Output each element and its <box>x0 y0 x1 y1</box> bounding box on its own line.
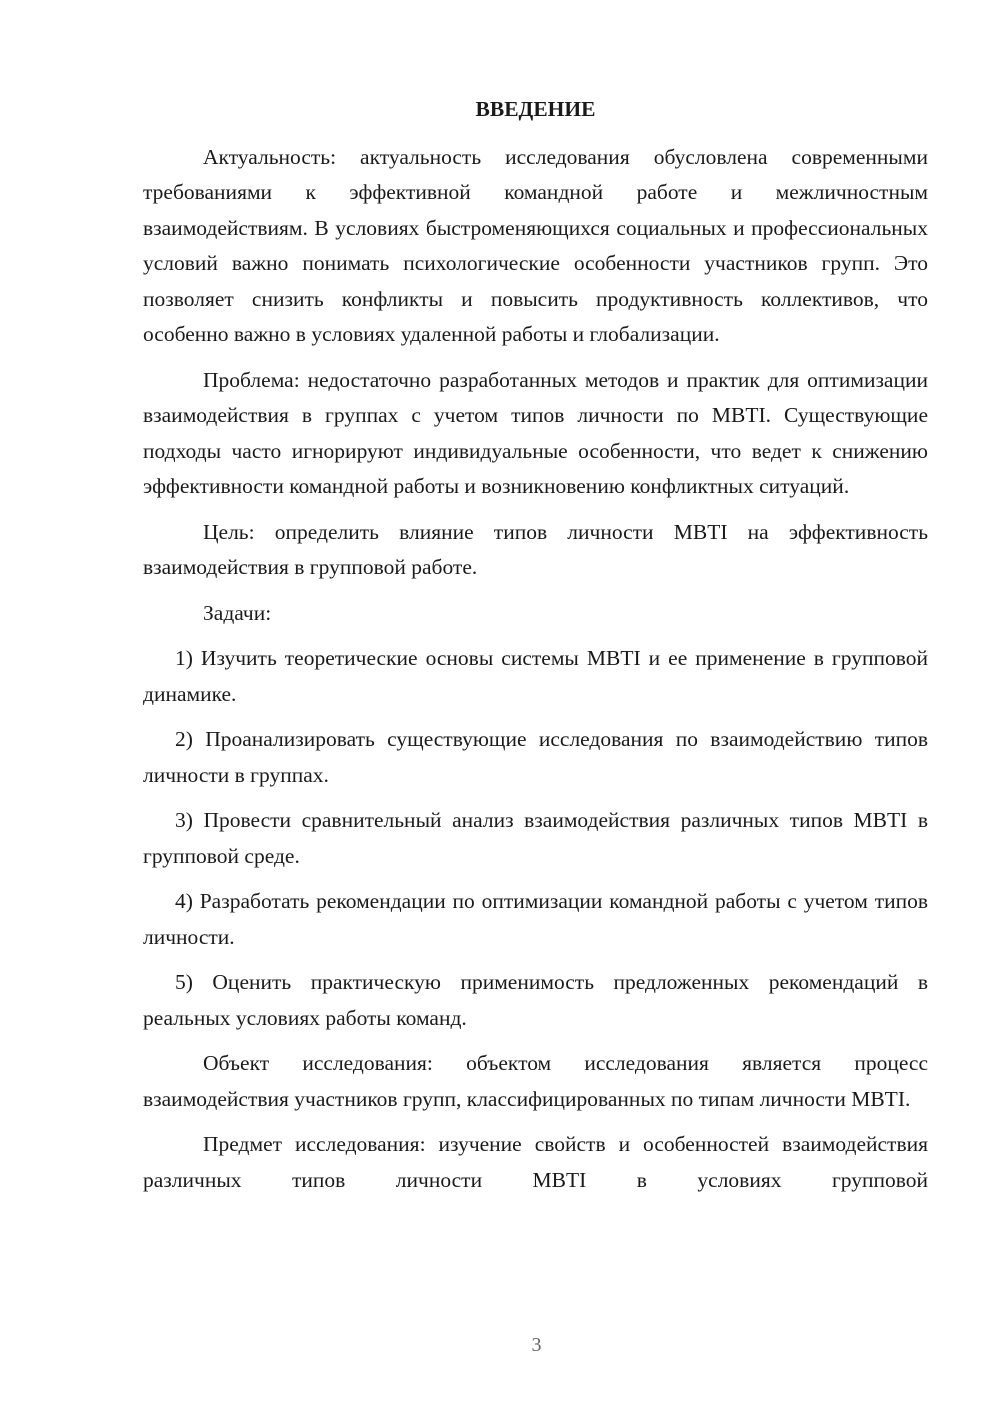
task-item-5: 5) Оценить практическую применимость предложенных рекомендаций в реальных условиях работы команд. <box>143 970 928 1030</box>
task-item-2: 2) Проанализировать существующие исследования по взаимодействию типов личности в группах. <box>143 727 928 787</box>
paragraph-object: Объект исследования: объектом исследования является процесс взаимодействия участников групп, классифицированных по типам личности MBTI. <box>143 1051 928 1111</box>
page-content <box>143 92 928 1208</box>
task-item-3: 3) Провести сравнительный анализ взаимодействия различных типов MBTI в групповой среде. <box>143 808 928 868</box>
section-title: ВВЕДЕНИЕ <box>475 97 596 121</box>
paragraph-relevance: Актуальность: актуальность исследования обусловлена современными требованиями к эффективной командной работе и межличностным взаимодействиям. В условиях быстроменяющихся социальных и профессиональных условий важно понимать психологические особенности участников групп. Это позволяет снизить конфликты и повысить продуктивность коллективов, что особенно важно в условиях удаленной работы и глобализации. <box>143 144 928 346</box>
task-item-1: 1) Изучить теоретические основы системы MBTI и ее применение в групповой динамике. <box>143 646 928 706</box>
paragraph-goal: Цель: определить влияние типов личности MBTI на эффективность взаимодействия в групповой работе. <box>143 519 928 579</box>
page-number: 3 <box>531 1334 542 1356</box>
paragraph-problem: Проблема: недостаточно разработанных методов и практик для оптимизации взаимодействия в группах с учетом типов личности по MBTI. Существующие подходы часто игнорируют индивидуальные особенности, что ведет к снижению эффективности командной работы и возникновению конфликтных ситуаций. <box>143 367 928 498</box>
paragraph-subject: Предмет исследования: изучение свойств и особенностей взаимодействия различных типов личности MBTI в условиях групповой <box>143 1132 928 1192</box>
tasks-label: Задачи: <box>203 600 272 625</box>
task-item-4: 4) Разработать рекомендации по оптимизации командной работы с учетом типов личности. <box>143 889 928 949</box>
